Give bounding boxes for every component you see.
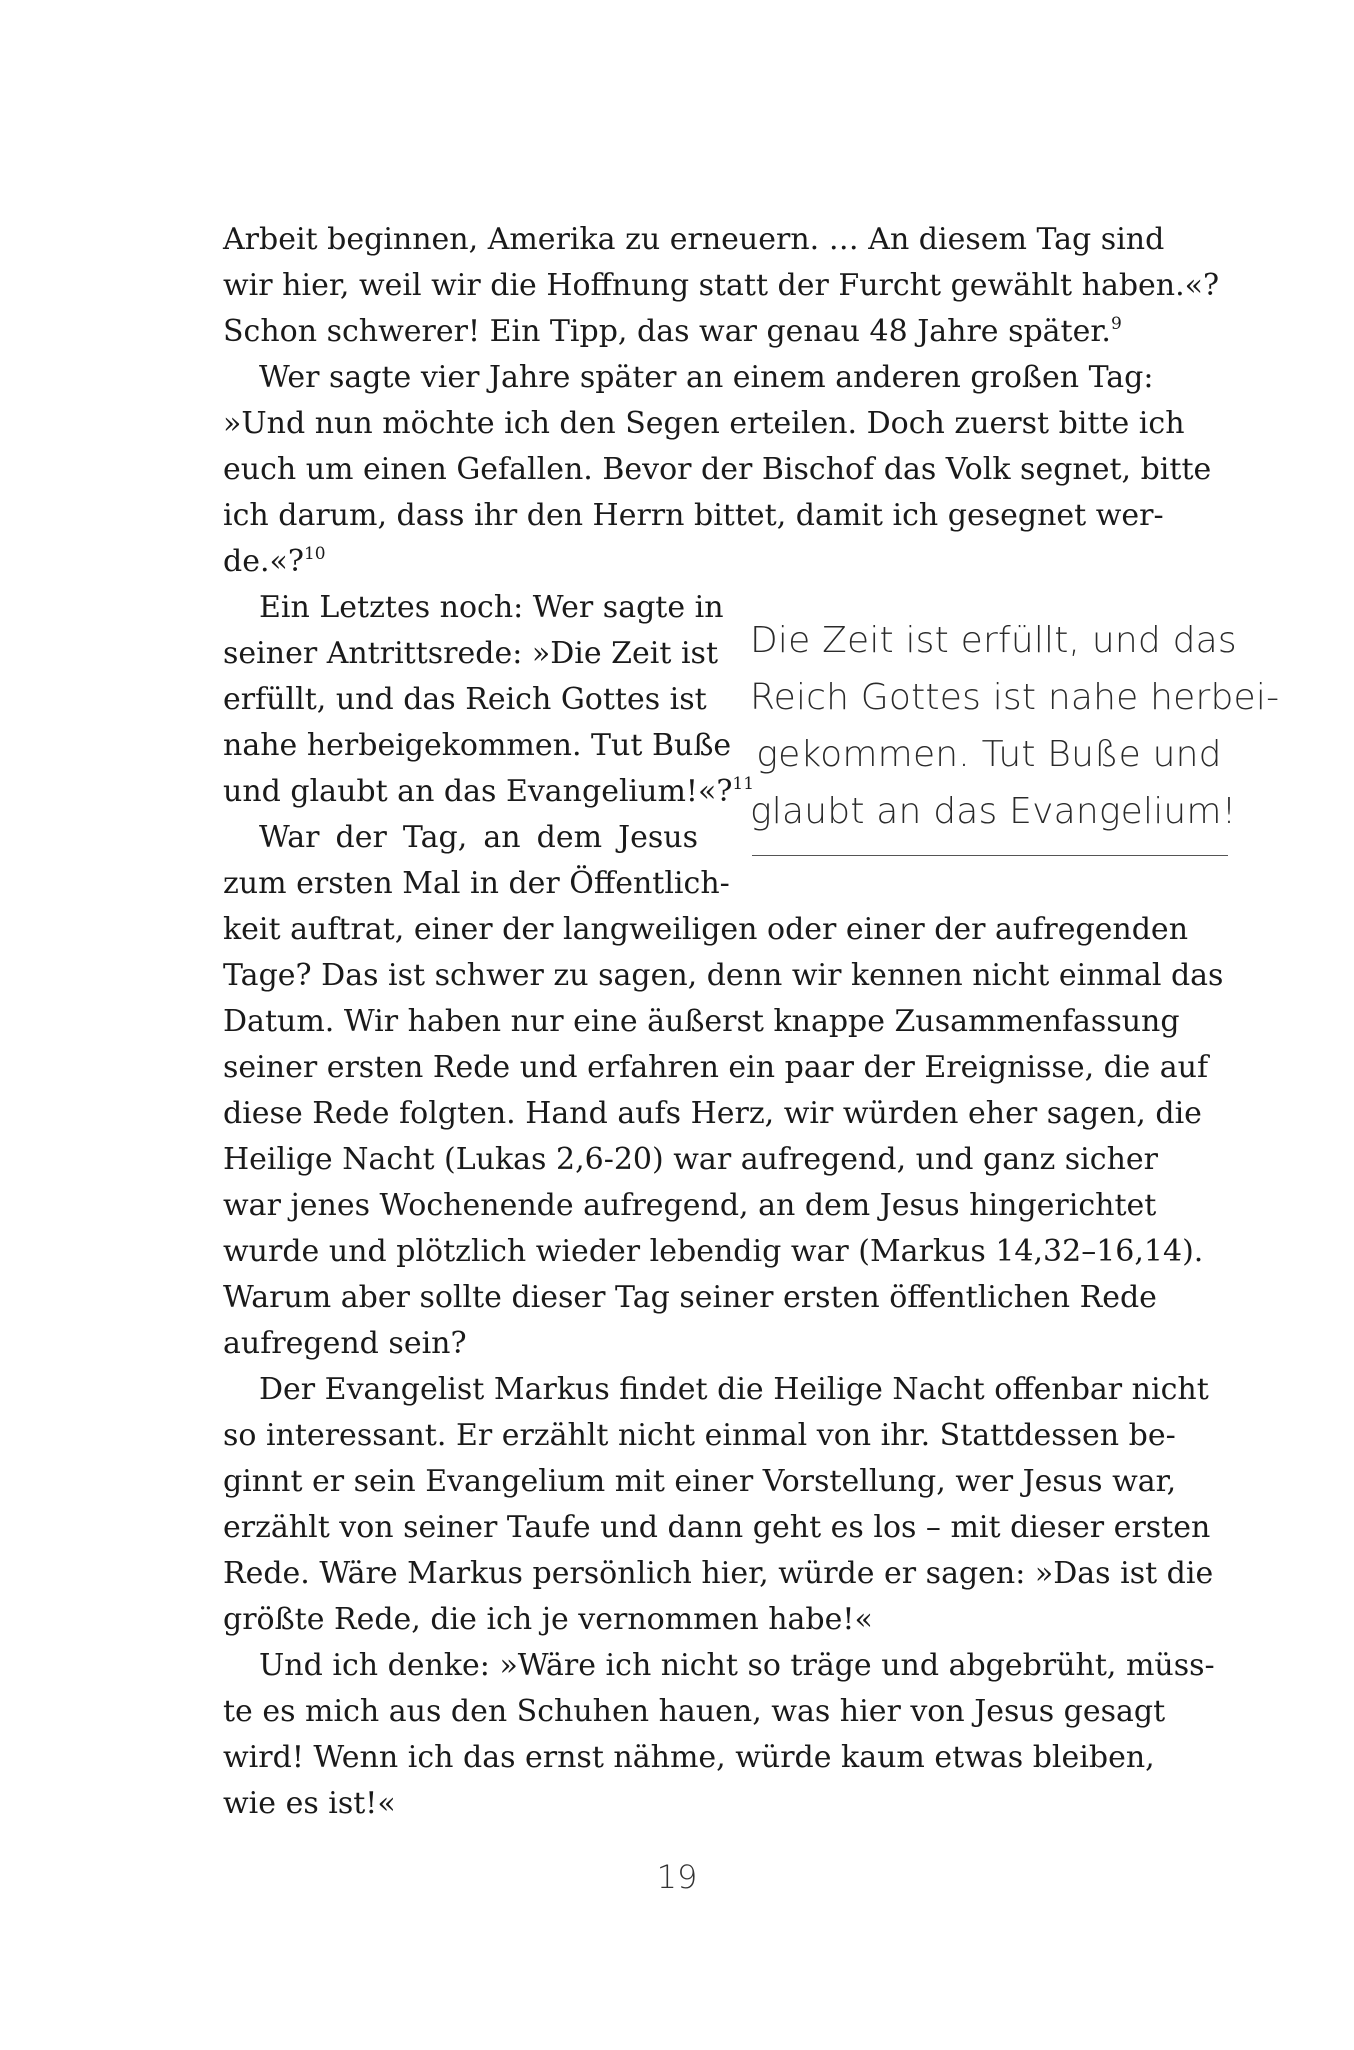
body-line: Und ich denke: »Wäre ich nicht so träge und abgebrüht, müss-	[259, 1648, 1215, 1683]
body-line: seiner ersten Rede und erfahren ein paar der Ereignisse, die auf	[223, 1050, 1209, 1085]
pull-quote-line: Reich Gottes ist nahe herbei-	[750, 677, 1280, 718]
body-line: aufregend sein?	[223, 1326, 467, 1361]
footnote-marker: 11	[732, 774, 755, 794]
body-line: Wer sagte vier Jahre später an einem anderen großen Tag:	[259, 360, 1154, 395]
body-line: zum ersten Mal in der Öffentlich-	[223, 866, 730, 901]
body-line: Rede. Wäre Markus persönlich hier, würde er sagen: »Das ist die	[223, 1556, 1214, 1591]
footnote-marker: 10	[303, 544, 326, 564]
body-line: Warum aber sollte dieser Tag seiner ersten öffentlichen Rede	[223, 1280, 1157, 1315]
body-line: größte Rede, die ich je vernommen habe!«	[223, 1602, 873, 1637]
pull-quote-line: Die Zeit ist erfüllt, und das	[750, 620, 1237, 661]
body-line: war jenes Wochenende aufregend, an dem Jesus hingerichtet	[223, 1188, 1157, 1223]
body-line: wird! Wenn ich das ernst nähme, würde kaum etwas bleiben,	[223, 1740, 1155, 1775]
body-line: Arbeit beginnen, Amerika zu erneuern. … An diesem Tag sind	[223, 222, 1165, 257]
pull-quote-line: glaubt an das Evangelium!	[750, 791, 1237, 832]
body-line	[223, 309, 1130, 355]
body-line: Heilige Nacht (Lukas 2,6-20) war aufregend, und ganz sicher	[223, 1142, 1158, 1177]
body-line	[223, 769, 755, 815]
body-line: te es mich aus den Schuhen hauen, was hier von Jesus gesagt	[223, 1694, 1166, 1729]
body-line: erzählt von seiner Taufe und dann geht es los – mit dieser ersten	[223, 1510, 1211, 1545]
body-line: so interessant. Er erzählt nicht einmal von ihr. Stattdessen be-	[223, 1418, 1176, 1453]
body-line-text: de.«?	[223, 544, 304, 579]
body-line: Tage? Das ist schwer zu sagen, denn wir kennen nicht einmal das	[223, 958, 1224, 993]
body-line-text: Schon schwerer! Ein Tipp, das war genau 48 Jahre später.	[223, 314, 1111, 349]
body-line: erfüllt, und das Reich Gottes ist	[223, 682, 707, 717]
body-line: diese Rede folgten. Hand aufs Herz, wir würden eher sagen, die	[223, 1096, 1202, 1131]
body-line: ginnt er sein Evangelium mit einer Vorstellung, wer Jesus war,	[223, 1464, 1177, 1499]
body-line: Der Evangelist Markus findet die Heilige Nacht offenbar nicht	[259, 1372, 1209, 1407]
footnote-marker: 9	[1110, 314, 1122, 334]
body-line: wie es ist!«	[223, 1786, 396, 1821]
pull-quote-line: gekommen. Tut Buße und	[756, 734, 1222, 775]
body-line: wurde und plötzlich wieder lebendig war (Markus 14,32–16,14).	[223, 1234, 1204, 1269]
body-line: euch um einen Gefallen. Bevor der Bischof das Volk segnet, bitte	[223, 452, 1212, 487]
page-number: 19	[656, 1858, 698, 1896]
body-line: Datum. Wir haben nur eine äußerst knappe Zusammenfassung	[223, 1004, 1180, 1039]
body-line: »Und nun möchte ich den Segen erteilen. Doch zuerst bitte ich	[223, 406, 1185, 441]
pull-quote-rule	[752, 855, 1228, 856]
body-line: Ein Letztes noch: Wer sagte in	[259, 590, 724, 625]
pull-quote	[750, 612, 1280, 840]
body-line: seiner Antrittsrede: »Die Zeit ist	[223, 636, 718, 671]
body-line: ich darum, dass ihr den Herrn bittet, damit ich gesegnet wer-	[223, 498, 1164, 533]
body-line: War der Tag, an dem Jesus	[259, 820, 698, 855]
body-line: keit auftrat, einer der langweiligen oder einer der aufregenden	[223, 912, 1189, 947]
body-line: nahe herbeigekommen. Tut Buße	[223, 728, 732, 763]
body-line-text: und glaubt an das Evangelium!«?	[223, 774, 733, 809]
body-line	[223, 539, 1130, 585]
body-line: wir hier, weil wir die Hoffnung statt der Furcht gewählt haben.«?	[223, 268, 1220, 303]
